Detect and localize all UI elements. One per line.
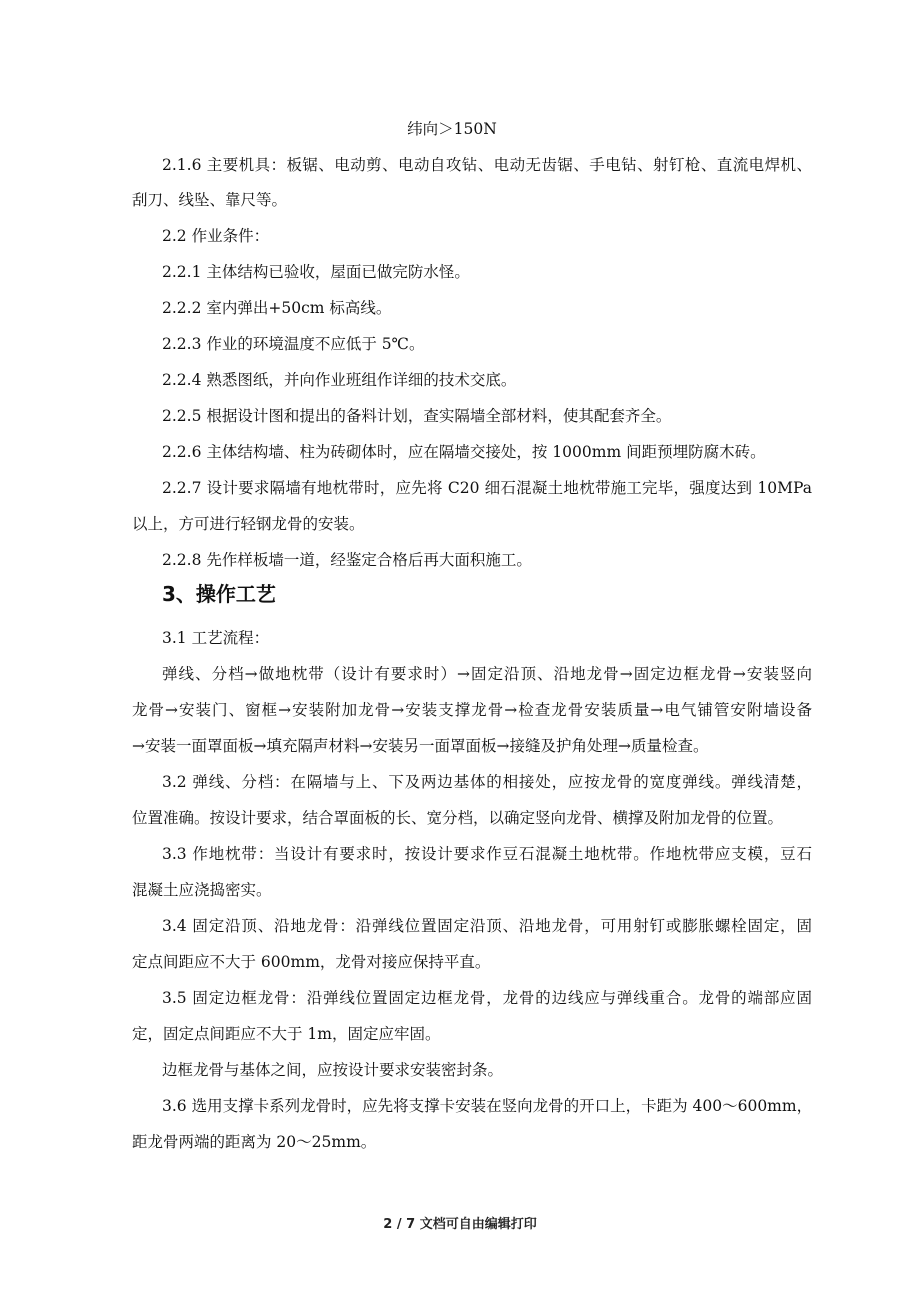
text-line: 2.2.1 主体结构已验收，屋面已做完防水怪。: [162, 263, 470, 281]
text-line: 3.5 固定边框龙骨：沿弹线位置固定边框龙骨，龙骨的边线应与弹线重合。龙骨的端部应固: [162, 989, 812, 1007]
text-line: 龙骨→安装门、窗框→安装附加龙骨→安装支撑龙骨→检查龙骨安装质量→电气铺管安附墙设备: [132, 701, 812, 719]
section-title: 2.2 作业条件：: [162, 227, 270, 245]
text-line: 3.6 选用支撑卡系列龙骨时，应先将支撑卡安装在竖向龙骨的开口上，卡距为 400～600mm，: [162, 1097, 813, 1115]
text-line: 位置准确。按设计要求，结合罩面板的长、宽分档，以确定竖向龙骨、横撑及附加龙骨的位置。: [132, 809, 784, 827]
page-footer: 2 / 7 文档可自由编辑打印: [383, 1217, 537, 1232]
text-line: 定点间距应不大于 600mm，龙骨对接应保持平直。: [132, 953, 491, 971]
text-line: 定，固定点间距应不大于 1m，固定应牢固。: [132, 1025, 441, 1043]
text-line: 2.2.2 室内弹出+50cm 标高线。: [162, 299, 392, 317]
text-line: 3.2 弹线、分档：在隔墙与上、下及两边基体的相接处，应按龙骨的宽度弹线。弹线清楚，: [162, 773, 812, 791]
text-line: 2.2.4 熟悉图纸，并向作业班组作详细的技术交底。: [162, 371, 517, 389]
text-line: 弹线、分档→做地枕带（设计有要求时）→固定沿顶、沿地龙骨→固定边框龙骨→安装竖向: [162, 665, 812, 683]
text-line: 以上，方可进行轻钢龙骨的安装。: [132, 515, 365, 533]
text-line: 距龙骨两端的距离为 20～25mm。: [132, 1133, 377, 1151]
text-line: 2.2.3 作业的环境温度不应低于 5℃。: [162, 335, 425, 353]
text-line: 混凝土应浇捣密实。: [132, 881, 272, 899]
text-line: 2.2.5 根据设计图和提出的备料计划，查实隔墙全部材料，使其配套齐全。: [162, 407, 672, 425]
text-line: 边框龙骨与基体之间，应按设计要求安装密封条。: [162, 1061, 504, 1079]
section-heading: 3、操作工艺: [162, 582, 276, 606]
text-line: →安装一面罩面板→填充隔声材料→安装另一面罩面板→接缝及护角处理→质量检查。: [132, 737, 709, 755]
text-line: 3.3 作地枕带：当设计有要求时，按设计要求作豆石混凝土地枕带。作地枕带应支模，豆石: [162, 845, 812, 863]
text-line: 3.1 工艺流程：: [162, 629, 270, 647]
text-line: 2.1.6 主要机具：板锯、电动剪、电动自攻钻、电动无齿锯、手电钻、射钉枪、直流电焊机、: [162, 156, 812, 174]
text-line: 2.2.6 主体结构墙、柱为砖砌体时，应在隔墙交接处，按 1000mm 间距预埋防腐木砖。: [162, 443, 766, 461]
text-line: 2.2.7 设计要求隔墙有地枕带时，应先将 C20 细石混凝土地枕带施工完毕，强度达到 10MPa: [162, 479, 812, 497]
text-line: 刮刀、线坠、靠尺等。: [132, 191, 288, 209]
text-line: 纬向＞150N: [407, 120, 497, 138]
text-line: 3.4 固定沿顶、沿地龙骨：沿弹线位置固定沿顶、沿地龙骨，可用射钉或膨胀螺栓固定，固: [162, 917, 812, 935]
text-line: 2.2.8 先作样板墙一道，经鉴定合格后再大面积施工。: [162, 551, 532, 569]
